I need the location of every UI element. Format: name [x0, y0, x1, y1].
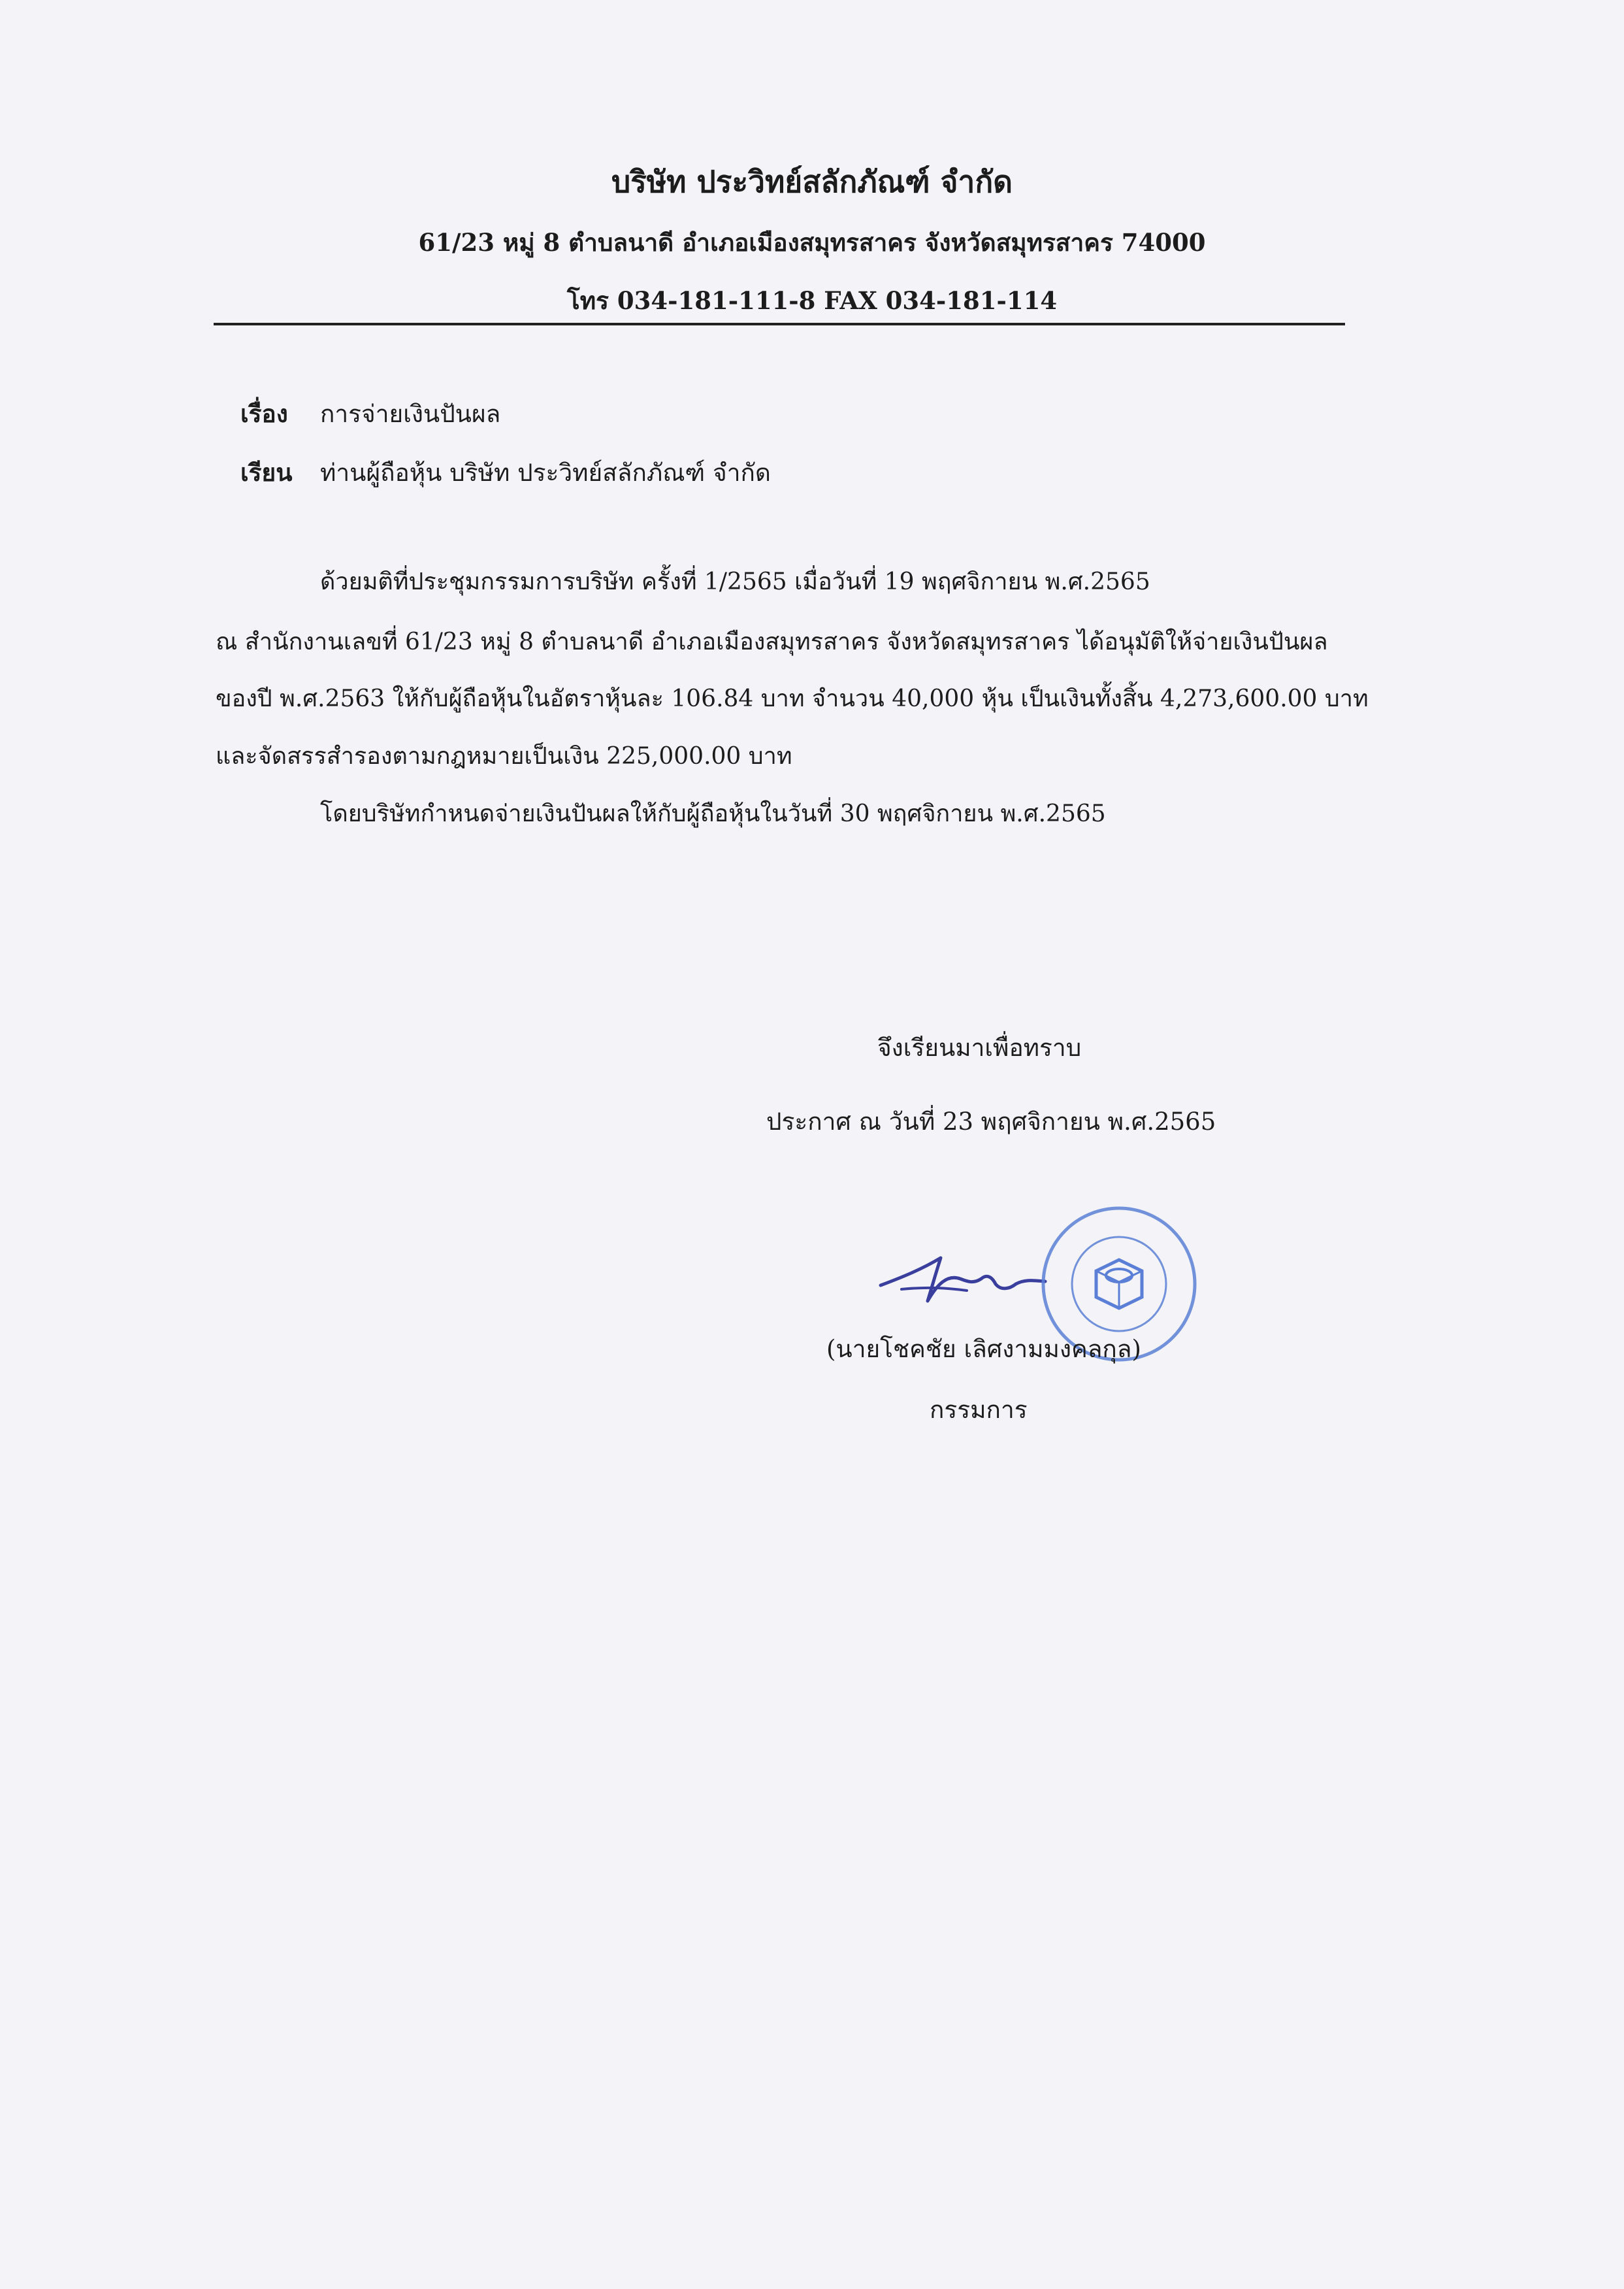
company-name: บริษัท ประวิทย์สลักภัณฑ์ จำกัด: [611, 164, 1013, 199]
company-address: 61/23 หมู่ 8 ตำบลนาดี อำเภอเมืองสมุทรสาคร จังหวัดสมุทรสาคร 74000: [418, 228, 1206, 257]
body-paragraph-line: ด้วยมติที่ประชุมกรรมการบริษัท ครั้งที่ 1/2565 เมื่อวันที่ 19 พฤศจิกายน พ.ศ.2565: [320, 568, 1150, 595]
signatory-name: (นายโชคชัย เลิศงามมงคลกุล): [826, 1335, 1141, 1363]
body-paragraph-line: ของปี พ.ศ.2563 ให้กับผู้ถือหุ้นในอัตราหุ้นละ 106.84 บาท จำนวน 40,000 หุ้น เป็นเงินทั้งสิ้น 4,273,600.00 บาท: [216, 685, 1369, 712]
addressee-row: [240, 453, 771, 492]
company-contact: โทร 034-181-111-8 FAX 034-181-114: [566, 286, 1058, 315]
announcement-date: ประกาศ ณ วันที่ 23 พฤศจิกายน พ.ศ.2565: [766, 1108, 1216, 1136]
subject-row: [240, 395, 500, 433]
closing-text: จึงเรียนมาเพื่อทราบ: [877, 1034, 1082, 1062]
subject-label: เรื่อง: [240, 399, 288, 428]
payment-date-line: โดยบริษัทกำหนดจ่ายเงินปันผลให้กับผู้ถือหุ้นในวันที่ 30 พฤศจิกายน พ.ศ.2565: [320, 800, 1106, 827]
subject-value: การจ่ายเงินปันผล: [320, 400, 501, 428]
body-paragraph-line: ณ สำนักงานเลขที่ 61/23 หมู่ 8 ตำบลนาดี อำเภอเมืองสมุทรสาคร จังหวัดสมุทรสาคร ได้อนุมัติให้จ่ายเงินปันผล: [216, 629, 1328, 655]
addressee-label: เรียน: [240, 458, 293, 487]
addressee-value: ท่านผู้ถือหุ้น บริษัท ประวิทย์สลักภัณฑ์ จำกัด: [320, 459, 771, 487]
hex-nut-icon: [1096, 1260, 1142, 1308]
signatory-title: กรรมการ: [930, 1396, 1028, 1424]
header-divider: [214, 323, 1345, 325]
body-paragraph-line: และจัดสรรสำรองตามกฎหมายเป็นเงิน 225,000.00 บาท: [216, 743, 792, 770]
